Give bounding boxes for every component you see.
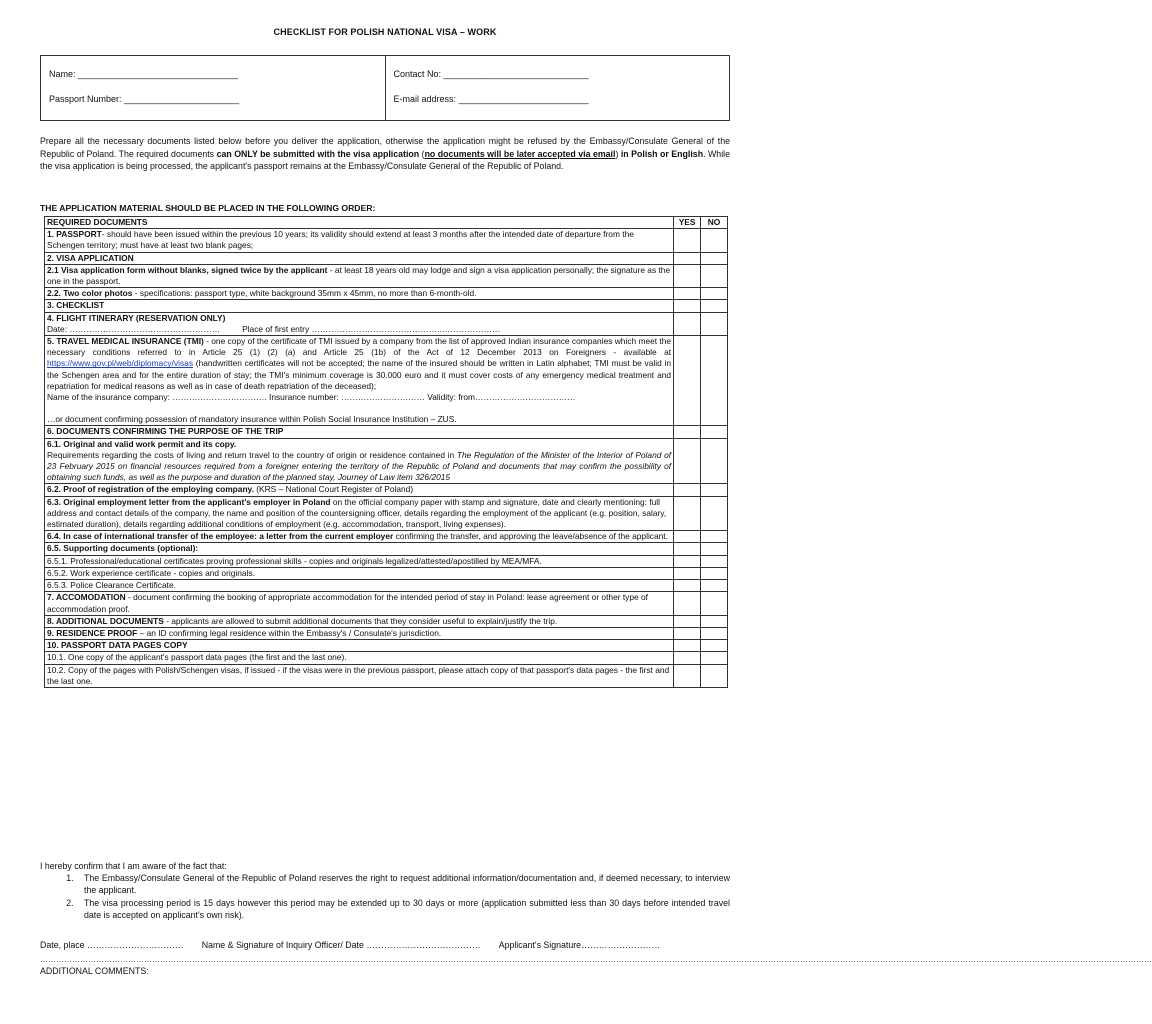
table-row: [45, 567, 728, 579]
table-row: [45, 300, 728, 312]
no-checkbox[interactable]: [701, 336, 728, 426]
no-checkbox[interactable]: [701, 555, 728, 567]
applicant-info-box: [40, 55, 730, 121]
row-visa-pages-copy: 10.2. Copy of the pages with Polish/Schengen visas, if issued - if the visas were in the previous passport, please attach copy of that passport's data pages - the first and the last one.: [45, 664, 674, 687]
row-passport-copy: 10.1. One copy of the applicant's passport data pages (the first and the last one).: [45, 652, 674, 664]
no-checkbox[interactable]: [701, 592, 728, 615]
row-work-experience: 6.5.2. Work experience certificate - copies and originals.: [45, 567, 674, 579]
row-label: 6.1. Original and valid work permit and its copy.: [47, 438, 237, 449]
row-international-transfer: [45, 531, 674, 543]
table-row: [45, 555, 728, 567]
row-text: on the official company paper with stamp and signature, date and clearly mentioning: full address and contact details of the company, the name and position of the countersigning officer, details regarding the employment of the applicant (e.g. position, salary, estimated duration), details regarding additional conditions of employment (e.g. accommodation, transport, living expenses).: [47, 496, 667, 530]
row-insurance: [45, 336, 674, 426]
intro-text: (: [419, 148, 425, 159]
table-row: [45, 336, 728, 426]
row-label: 6.3. Original employment letter from the applicant's employer in Poland: [47, 496, 331, 507]
row-passport: [45, 229, 674, 252]
table-row: [45, 543, 728, 555]
row-company-registration: [45, 484, 674, 496]
yes-checkbox[interactable]: [674, 252, 701, 264]
row-text: - at least 18 years old may lodge and sign a visa application personally; the signature as the one in the passport.: [47, 264, 671, 287]
table-row: [45, 426, 728, 438]
row-label: 6.2. Proof of registration of the employing company.: [47, 484, 254, 495]
no-checkbox[interactable]: [701, 664, 728, 687]
no-checkbox[interactable]: [701, 426, 728, 438]
row-work-permit: [45, 438, 674, 484]
intro-text: . While the visa application is being processed, the applicant's passport remains at the Embassy/Consulate General of the Republic of Poland.: [40, 148, 730, 172]
yes-checkbox[interactable]: [674, 592, 701, 615]
table-row: [45, 615, 728, 627]
row-text: - applicants are allowed to submit additional documents that they consider useful to explain/justify the trip.: [163, 615, 558, 626]
row-residence-proof: [45, 627, 674, 639]
row-label: 2.1 Visa application form without blanks, signed twice by the applicant: [47, 264, 328, 275]
yes-checkbox[interactable]: [674, 336, 701, 426]
visas-link[interactable]: https://www.gov.pl/web/diplomacy/visas: [47, 358, 194, 369]
row-text: - document confirming the booking of appropriate accommodation for the intended period of stay in Poland: lease agreement or other type of accommodation proof.: [47, 592, 648, 614]
row-text: - specifications: passport type, white background 35mm x 45mm, no more than 6-month-old.: [132, 288, 477, 299]
yes-header: YES: [674, 217, 701, 229]
row-text: (KRS – National Court Register of Poland): [253, 484, 414, 495]
no-checkbox[interactable]: [701, 438, 728, 484]
row-text: confirming the transfer, and approving the leave/absence of the applicant.: [393, 531, 668, 542]
row-label: 8. ADDITIONAL DOCUMENTS: [47, 615, 164, 626]
row-supporting-documents: 6.5. Supporting documents (optional):: [45, 543, 674, 555]
dotted-separator: …………………………………………………………………………………………………………………………………………………………………………………………………………………………………………………………………………………………………………………………………………………………………………………: [40, 955, 1152, 964]
no-checkbox[interactable]: [701, 229, 728, 252]
row-visa-form: [45, 264, 674, 287]
row-label: 6.4. In case of international transfer of the employee: a letter from the current employer: [47, 531, 394, 542]
applicant-signature-field[interactable]: Applicant's Signature………………………: [498, 940, 661, 950]
yes-checkbox[interactable]: [674, 300, 701, 312]
row-checklist: 3. CHECKLIST: [45, 300, 674, 312]
table-row: [45, 438, 728, 484]
row-professional-certificates: 6.5.1. Professional/educational certificates proving professional skills - copies and originals legalized/attested/apostilled by MEA/MFA.: [45, 555, 674, 567]
yes-checkbox[interactable]: [674, 288, 701, 300]
yes-checkbox[interactable]: [674, 496, 701, 531]
additional-comments-label: ADDITIONAL COMMENTS:: [40, 966, 149, 976]
row-visa-application: 2. VISA APPLICATION: [45, 252, 674, 264]
row-label: 1. PASSPORT: [47, 229, 102, 240]
no-checkbox[interactable]: [701, 615, 728, 627]
signature-line: [40, 940, 730, 950]
yes-checkbox[interactable]: [674, 426, 701, 438]
email-field[interactable]: E-mail address: __________________________: [393, 94, 589, 104]
table-row: [45, 652, 728, 664]
intro-text: ): [615, 148, 621, 159]
row-label: 7. ACCOMODATION: [47, 592, 126, 603]
row-accommodation: [45, 592, 674, 615]
no-checkbox[interactable]: [701, 652, 728, 664]
row-label: 5. TRAVEL MEDICAL INSURANCE (TMI): [47, 336, 204, 347]
no-checkbox[interactable]: [701, 252, 728, 264]
table-row: [45, 592, 728, 615]
yes-checkbox[interactable]: [674, 264, 701, 287]
yes-checkbox[interactable]: [674, 580, 701, 592]
row-label: 9. RESIDENCE PROOF: [47, 627, 138, 638]
applicant-info-right: [385, 56, 730, 120]
insurance-alternative: …or document confirming possession of mandatory insurance within Polish Social Insurance Institution – ZUS.: [47, 414, 457, 425]
table-row: [45, 664, 728, 687]
flight-date-field[interactable]: Date: ………………………………………………: [47, 323, 221, 334]
no-checkbox[interactable]: [701, 264, 728, 287]
row-label: 4. FLIGHT ITINERARY (RESERVATION ONLY): [47, 312, 226, 323]
yes-checkbox[interactable]: [674, 640, 701, 652]
officer-signature-field[interactable]: Name & Signature of Inquiry Officer/ Date …………………………………: [201, 940, 481, 950]
table-row: [45, 264, 728, 287]
confirmation-list: [40, 872, 730, 921]
no-checkbox[interactable]: [701, 288, 728, 300]
row-purpose-documents: 6. DOCUMENTS CONFIRMING THE PURPOSE OF THE TRIP: [45, 426, 674, 438]
no-checkbox[interactable]: [701, 567, 728, 579]
yes-checkbox[interactable]: [674, 664, 701, 687]
no-checkbox[interactable]: [701, 496, 728, 531]
table-row: [45, 580, 728, 592]
yes-checkbox[interactable]: [674, 555, 701, 567]
row-photos: [45, 288, 674, 300]
row-text: Requirements regarding the costs of living and return travel to the country of origin or residence contained in: [47, 449, 457, 460]
yes-checkbox[interactable]: [674, 484, 701, 496]
yes-checkbox[interactable]: [674, 615, 701, 627]
table-header-row: [45, 217, 728, 229]
no-header: NO: [701, 217, 728, 229]
table-row: [45, 496, 728, 531]
no-checkbox[interactable]: [701, 627, 728, 639]
yes-checkbox[interactable]: [674, 531, 701, 543]
yes-checkbox[interactable]: [674, 229, 701, 252]
confirmation-section: [40, 860, 730, 921]
table-row: [45, 288, 728, 300]
regulation-reference: The Regulation of the Minister of the Interior of Poland of 23 February 2015 on financial resources required from a foreigner entering the territory of the Republic of Poland and documents that may confirm the possibility of obtaining such funds, as well as the purpose and duration of the planned stay, Journey of Law item 326/2015: [47, 449, 672, 483]
yes-checkbox[interactable]: [674, 652, 701, 664]
no-checkbox[interactable]: [701, 543, 728, 555]
no-checkbox[interactable]: [701, 531, 728, 543]
table-row: [45, 627, 728, 639]
applicant-info-left: [41, 56, 385, 120]
no-checkbox[interactable]: [701, 580, 728, 592]
no-checkbox[interactable]: [701, 300, 728, 312]
confirmation-item: 2. The visa processing period is 15 days however this period may be extended up to 30 days or more (application submitted less than 30 days before intended travel date is accepted on applicant's own risk).: [76, 897, 730, 921]
flight-place-field[interactable]: Place of first entry ………………………………………..…………………: [242, 323, 501, 334]
name-field[interactable]: Name: ________________________________: [49, 69, 239, 79]
table-row: [45, 229, 728, 252]
intro-bold-language: in Polish or English: [620, 148, 704, 159]
row-flight-itinerary: [45, 312, 674, 335]
yes-checkbox[interactable]: [674, 567, 701, 579]
intro-text: Prepare all the necessary documents listed below before you deliver the application, otherwise the application might be refused by the Embassy/Consulate General of the Republic of Poland. The required documents: [40, 136, 730, 159]
row-employment-letter: [45, 496, 674, 531]
yes-checkbox[interactable]: [674, 627, 701, 639]
insurance-fields[interactable]: Name of the insurance company: ……………………………. Insurance number: ………………………… Validity: from………………………………: [47, 392, 576, 403]
yes-checkbox[interactable]: [674, 543, 701, 555]
passport-number-field[interactable]: Passport Number: _______________________: [49, 94, 240, 104]
contact-no-field[interactable]: Contact No: _____________________________: [393, 69, 589, 79]
required-documents-table: [44, 216, 728, 688]
table-row: [45, 312, 728, 335]
date-place-field[interactable]: Date, place ……………………………: [40, 940, 184, 950]
row-police-clearance: 6.5.3. Police Clearance Certificate.: [45, 580, 674, 592]
confirmation-lead: I hereby confirm that I am aware of the fact that:: [40, 861, 227, 871]
intro-bold-submission: can ONLY be submitted with the visa application: [216, 148, 420, 159]
required-documents-header: REQUIRED DOCUMENTS: [45, 217, 674, 229]
flight-fields: [47, 324, 671, 335]
yes-checkbox[interactable]: [674, 312, 701, 335]
order-heading: THE APPLICATION MATERIAL SHOULD BE PLACED IN THE FOLLOWING ORDER:: [40, 203, 376, 213]
table-row: [45, 531, 728, 543]
confirmation-item: 1. The Embassy/Consulate General of the Republic of Poland reserves the right to request additional information/documentation and, if deemed necessary, to interview the applicant.: [76, 872, 730, 896]
table-row: [45, 484, 728, 496]
row-label: 2.2. Two color photos: [47, 288, 133, 299]
row-text: (handwritten certificates will not be accepted; the name of the insured should be written in Latin alphabet; TMI must be valid in the Schengen area and for the entire duration of stay; the TMI's minimum coverage is 30.000 euro and it must cover costs of any emergency medical treatment and repatriation for medical reasons as well as in case of death repatriation of the deceased);: [47, 358, 672, 391]
no-checkbox[interactable]: [701, 640, 728, 652]
intro-paragraph: [40, 135, 730, 173]
no-checkbox[interactable]: [701, 312, 728, 335]
row-text: - should have been issued within the previous 10 years; its validity should extend at least 3 months after the intended date of departure from the Schengen territory; must have at least two blank pages;: [47, 229, 634, 251]
table-row: [45, 640, 728, 652]
no-checkbox[interactable]: [701, 484, 728, 496]
row-text: - one copy of the certificate of TMI issued by a company from the list of approved Indian insurance companies which meet the necessary conditions referred to in Article 25 (1) (2) (a) and Article 25 (1b) of the Act of 12 December 2013 on Foreigners - available at: [47, 336, 672, 358]
yes-checkbox[interactable]: [674, 438, 701, 484]
page-title: CHECKLIST FOR POLISH NATIONAL VISA – WORK: [273, 27, 497, 37]
row-additional-documents: [45, 615, 674, 627]
row-text: – an ID confirming legal residence within the Embassy's / Consulate's jurisdiction.: [137, 627, 442, 638]
table-row: [45, 252, 728, 264]
intro-underline-no-email: no documents will be later accepted via email: [424, 148, 616, 159]
row-passport-data-pages: 10. PASSPORT DATA PAGES COPY: [45, 640, 674, 652]
